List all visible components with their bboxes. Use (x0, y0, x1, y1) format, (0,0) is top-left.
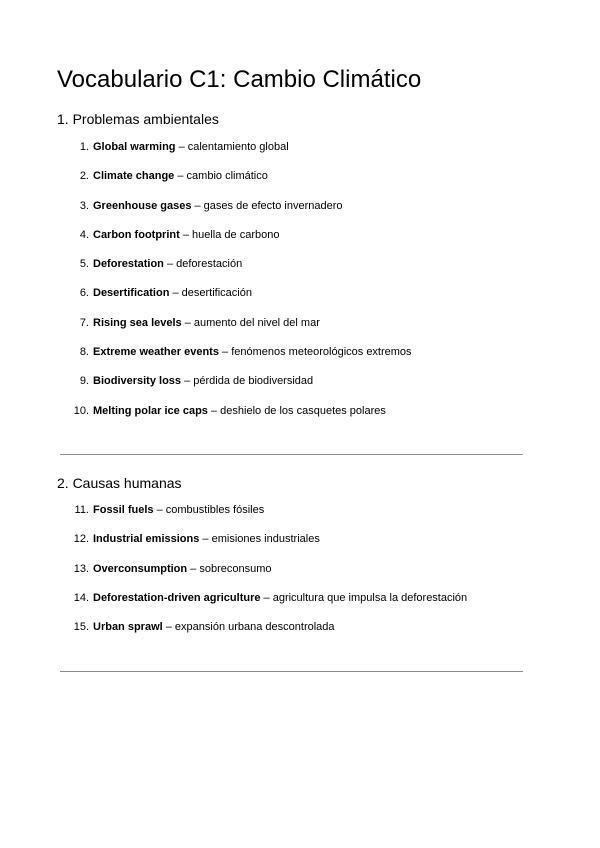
item-number: 4. (79, 228, 89, 241)
item-text (93, 139, 289, 155)
term-separator: – (181, 316, 194, 329)
english-term: Industrial emissions (93, 533, 200, 546)
item-number: 11. (74, 504, 89, 516)
english-term: Rising sea levels (93, 316, 182, 329)
english-term: Deforestation-driven agriculture (93, 591, 261, 604)
english-term: Urban sprawl (93, 621, 163, 634)
item-text (93, 344, 412, 360)
term-separator: – (169, 287, 182, 300)
spanish-translation: deshielo de los casquetes polares (220, 404, 386, 417)
item-text (93, 227, 279, 243)
item-text (93, 315, 320, 331)
english-term: Extreme weather events (93, 346, 219, 359)
term-separator: – (207, 404, 221, 417)
term-separator: – (163, 258, 177, 271)
item-text (93, 403, 386, 419)
spanish-translation: deforestación (176, 258, 243, 271)
list-item (0, 285, 600, 314)
item-number: 1. (79, 141, 89, 153)
english-term: Carbon footprint (93, 228, 180, 241)
page-title: Vocabulario C1: Cambio Climático (57, 66, 422, 93)
list-item (0, 168, 600, 197)
english-term: Melting polar ice caps (93, 404, 208, 417)
spanish-translation: calentamiento global (187, 141, 289, 153)
term-separator: – (218, 346, 232, 359)
item-number: 6. (79, 287, 89, 300)
term-separator: – (191, 199, 204, 212)
item-number: 12. (73, 533, 89, 546)
list-item (0, 561, 600, 590)
item-text (93, 502, 264, 518)
item-number: 15. (73, 621, 89, 634)
spanish-translation: cambio climático (186, 170, 268, 183)
list-item (0, 139, 600, 168)
spanish-translation: sobreconsumo (199, 562, 272, 575)
list-item (0, 531, 600, 560)
english-term: Greenhouse gases (93, 199, 192, 212)
item-text (93, 256, 242, 272)
item-number: 8. (79, 346, 89, 359)
term-separator: – (181, 375, 194, 388)
term-separator: – (175, 141, 188, 153)
item-number: 3. (79, 199, 89, 212)
item-number: 9. (79, 375, 89, 388)
term-separator: – (260, 591, 273, 604)
list-item (0, 198, 600, 227)
term-separator: – (174, 170, 187, 183)
item-text (93, 373, 313, 389)
item-text (93, 619, 335, 635)
english-term: Fossil fuels (93, 504, 154, 516)
spanish-translation: gases de efecto invernadero (203, 199, 343, 212)
english-term: Climate change (93, 170, 175, 183)
spanish-translation: emisiones industriales (211, 533, 320, 546)
vocab-list-causas-humanas (0, 502, 600, 648)
term-separator: – (199, 533, 212, 546)
list-item (0, 403, 600, 432)
list-item (0, 227, 600, 256)
spanish-translation: aumento del nivel del mar (193, 316, 320, 329)
list-item (0, 373, 600, 402)
english-term: Desertification (93, 287, 170, 300)
section-divider (60, 454, 523, 455)
item-number: 7. (79, 316, 89, 329)
term-separator: – (179, 228, 192, 241)
list-item (0, 590, 600, 619)
vocab-list-problemas-ambientales (0, 139, 600, 432)
item-text (93, 198, 343, 214)
item-number: 13. (73, 562, 89, 575)
spanish-translation: huella de carbono (192, 228, 280, 241)
term-separator: – (153, 504, 166, 516)
item-number: 10. (73, 404, 89, 417)
item-text (93, 168, 268, 184)
english-term: Biodiversity loss (93, 375, 182, 388)
list-item (0, 315, 600, 344)
item-text (93, 531, 320, 547)
spanish-translation: combustibles fósiles (165, 504, 265, 516)
section-divider (60, 671, 523, 672)
spanish-translation: expansión urbana descontrolada (174, 621, 335, 634)
item-number: 14. (73, 591, 89, 604)
item-number: 2. (79, 170, 89, 183)
item-text (93, 590, 467, 606)
list-item (0, 502, 600, 531)
section-heading-causas-humanas: 2. Causas humanas (57, 475, 182, 491)
spanish-translation: pérdida de biodiversidad (193, 375, 314, 388)
spanish-translation: desertificación (181, 287, 252, 300)
list-item (0, 256, 600, 285)
list-item (0, 344, 600, 373)
item-number: 5. (79, 258, 89, 271)
term-separator: – (187, 562, 200, 575)
english-term: Deforestation (93, 258, 164, 271)
spanish-translation: agricultura que impulsa la deforestación (272, 591, 468, 604)
item-text (93, 285, 252, 301)
spanish-translation: fenómenos meteorológicos extremos (231, 346, 412, 359)
term-separator: – (162, 621, 175, 634)
item-text (93, 561, 272, 577)
english-term: Overconsumption (93, 562, 188, 575)
section-heading-problemas-ambientales: 1. Problemas ambientales (57, 111, 219, 127)
list-item (0, 619, 600, 648)
english-term: Global warming (93, 141, 176, 153)
